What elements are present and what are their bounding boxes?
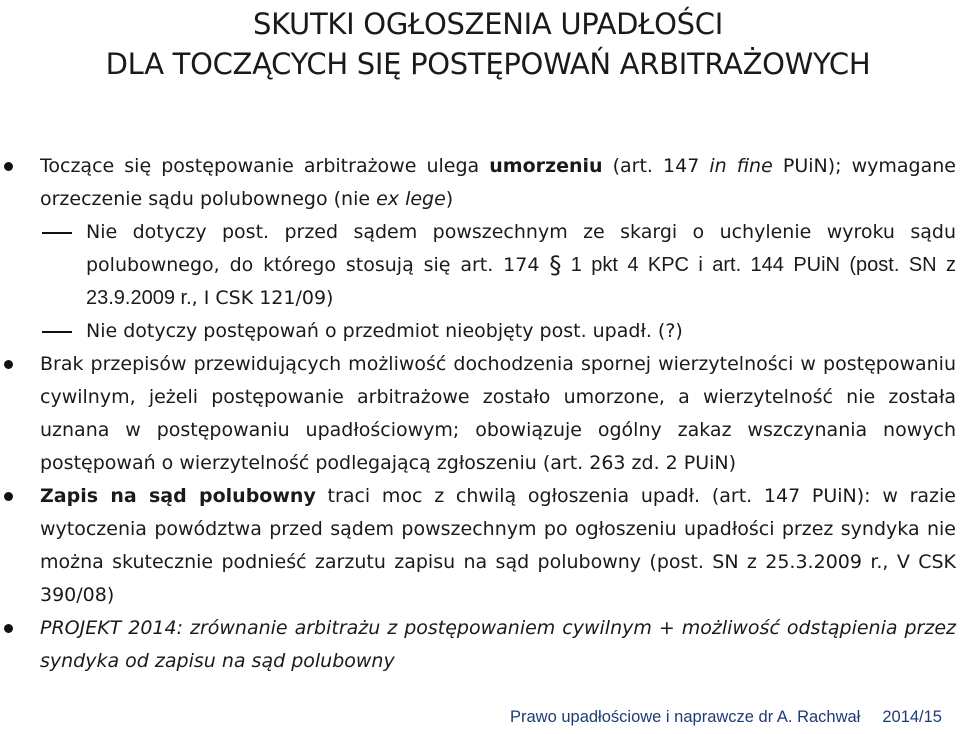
- bullet-text: Brak przepisów przewidujących możliwość dochodzenia spornej wierzytelności w postępowaniu cywilnym, jeżeli postępowanie arbitrażowe zostało umorzone, a wierzytelność nie została uznana w postępowaniu upadłościowym; obowiązuje ogólny zakaz wszczynania nowych postępowań o wierzytelność podlegającą zgłoszeniu (art. 263 zd. 2 PUiN): [40, 353, 956, 474]
- section-sign: §: [549, 251, 562, 279]
- bullet-item-project-2014: [0, 612, 960, 678]
- emphasis-text: Zapis na sąd polubowny: [40, 485, 316, 507]
- slide-title-line-1: SKUTKI OGŁOSZENIA UPADŁOŚCI: [253, 7, 723, 41]
- bullet-text: Zapis na sąd polubowny traci moc z chwilą ogłoszenia upadł. (art. 147 PUiN): w razie wytoczenia powództwa przed sądem powszechnym po ogłoszeniu upadłości przez syndyka nie można skutecznie podnieść zarzutu zapisu na sąd polubowny (post. SN z 25.3.2009 r., V CSK 390/08): [40, 485, 956, 606]
- bullet-dot-icon: [4, 492, 13, 501]
- emphasis-italic: ex lege: [376, 188, 446, 210]
- sub-item-out-of-estate: [0, 315, 960, 348]
- footer-date: 2014/15: [882, 708, 942, 726]
- bullet-item-arbitration-clause: [0, 480, 960, 612]
- slide-title: [0, 4, 960, 84]
- bullet-dot-icon: [4, 624, 13, 633]
- bullet-item-discontinuance: [0, 150, 960, 216]
- emphasis-italic: in fine: [709, 155, 773, 177]
- bullet-text: PROJEKT 2014: zrównanie arbitrażu z postępowaniem cywilnym + możliwość odstąpienia przez syndyka od zapisu na sąd polubowny: [40, 617, 956, 672]
- bullet-text: Toczące się postępowanie arbitrażowe ulega umorzeniu (art. 147 in fine PUiN); wymagane orzeczenie sądu polubownego (nie ex lege): [40, 155, 956, 210]
- footer-text: Prawo upadłościowe i naprawcze dr A. Rachwał: [510, 708, 861, 726]
- bullet-dot-icon: [4, 360, 13, 369]
- bullet-item-no-provisions: [0, 348, 960, 480]
- emphasis-text: umorzeniu: [489, 155, 603, 177]
- sub-item-text: Nie dotyczy postępowań o przedmiot nieobjęty post. upadł. (?): [86, 320, 683, 342]
- slide-title-line-2: DLA TOCZĄCYCH SIĘ POSTĘPOWAŃ ARBITRAŻOWYCH: [105, 47, 871, 81]
- slide-body: [0, 150, 960, 678]
- dash-bullet-icon: [42, 232, 72, 234]
- sub-item-court-challenge: [0, 216, 960, 315]
- bullet-dot-icon: [4, 162, 13, 171]
- sub-item-text: Nie dotyczy post. przed sądem powszechnym ze skargi o uchylenie wyroku sądu polubownego, do którego stosują się art. 174 § 1 pkt 4 KPC i art. 144 PUiN (post. SN z 23.9.2009 r., I CSK 121/09): [86, 221, 957, 309]
- slide-footer: [510, 708, 942, 727]
- dash-bullet-icon: [42, 331, 72, 333]
